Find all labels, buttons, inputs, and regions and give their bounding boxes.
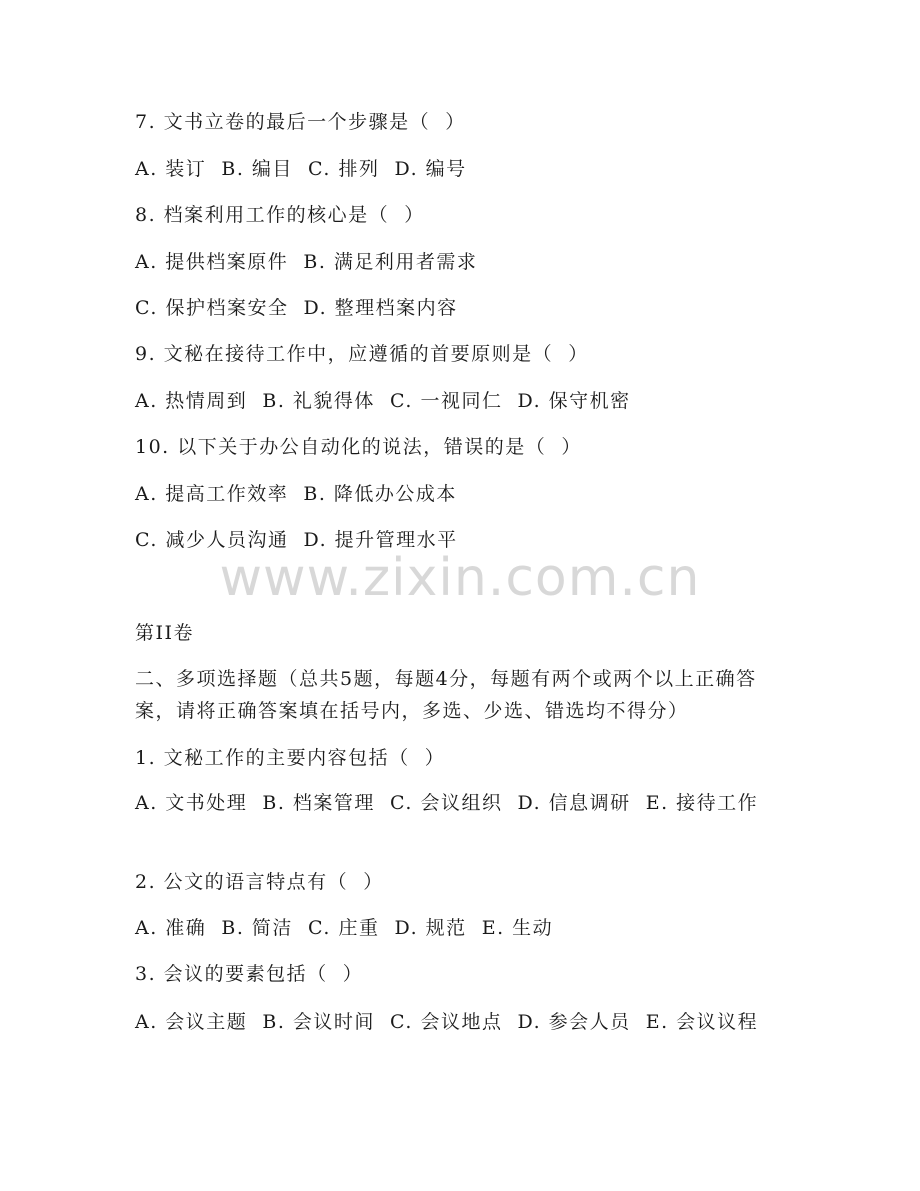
question-8: 8. 档案利用工作的核心是（ ） <box>135 204 425 226</box>
section-instructions: 二、多项选择题（总共5题，每题4分，每题有两个或两个以上正确答案，请将正确答案填在括号内，多选、少选、错选均不得分） <box>135 668 757 722</box>
question-8-options-ab: A. 提供档案原件 B. 满足利用者需求 <box>135 251 478 273</box>
mc-question-1-options: A. 文书处理 B. 档案管理 C. 会议组织 D. 信息调研 E. 接待工作 <box>135 792 759 814</box>
mc-question-1: 1. 文秘工作的主要内容包括（ ） <box>135 747 446 769</box>
question-10: 10. 以下关于办公自动化的说法，错误的是（ ） <box>135 436 582 458</box>
question-8-options-cd: C. 保护档案安全 D. 整理档案内容 <box>135 297 458 319</box>
watermark: www.zixin.com.cn <box>219 548 701 608</box>
mc-question-2: 2. 公文的语言特点有（ ） <box>135 871 384 893</box>
question-10-options-cd: C. 减少人员沟通 D. 提升管理水平 <box>135 529 458 551</box>
question-9: 9. 文秘在接待工作中，应遵循的首要原则是（ ） <box>135 343 589 365</box>
question-7-options: A. 装订 B. 编目 C. 排列 D. 编号 <box>135 158 467 180</box>
question-10-options-ab: A. 提高工作效率 B. 降低办公成本 <box>135 483 457 505</box>
mc-question-2-options: A. 准确 B. 简洁 C. 庄重 D. 规范 E. 生动 <box>135 917 554 939</box>
mc-question-3: 3. 会议的要素包括（ ） <box>135 963 364 985</box>
question-7: 7. 文书立卷的最后一个步骤是（ ） <box>135 111 466 133</box>
section-heading: 第II卷 <box>135 622 195 644</box>
mc-question-3-options: A. 会议主题 B. 会议时间 C. 会议地点 D. 参会人员 E. 会议议程 <box>135 1011 759 1033</box>
question-9-options: A. 热情周到 B. 礼貌得体 C. 一视同仁 D. 保守机密 <box>135 390 631 412</box>
